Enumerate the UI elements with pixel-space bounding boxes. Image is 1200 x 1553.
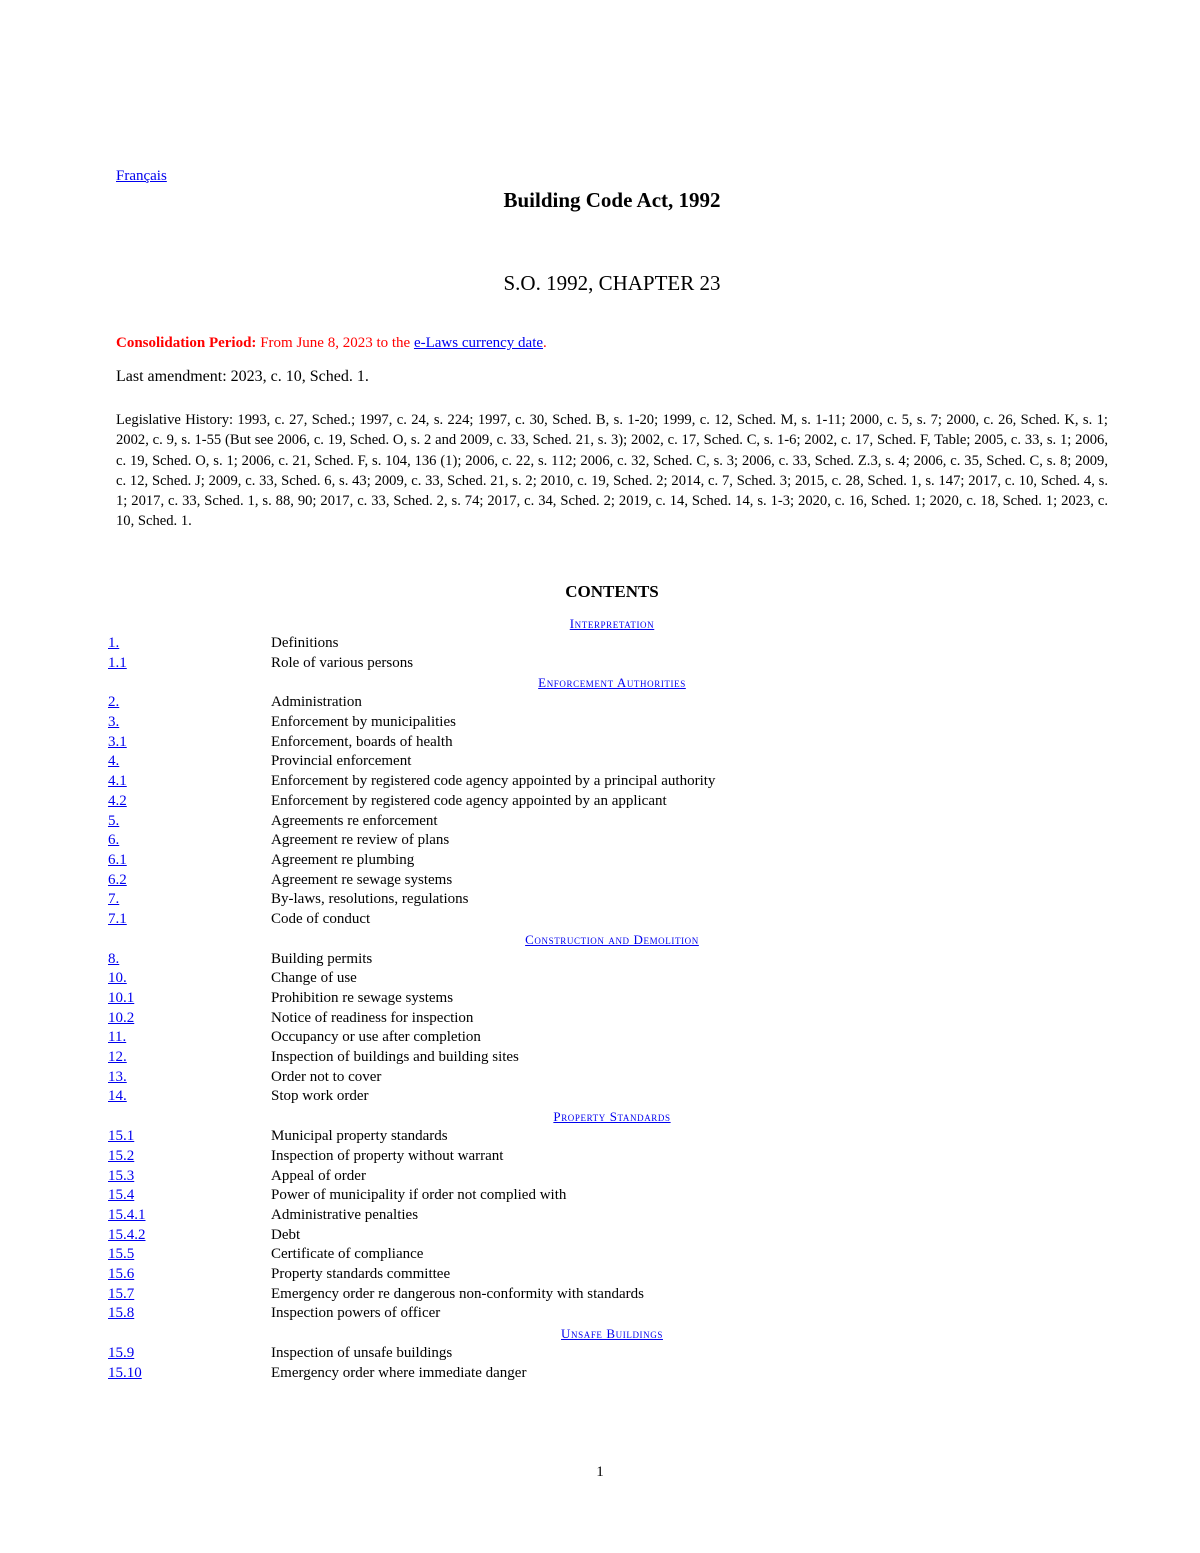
toc-section-number-link[interactable]: 4.2 [108,792,127,809]
toc-row [108,772,1108,792]
toc-row [108,1344,1108,1364]
toc-section-number-link[interactable]: 4. [108,753,120,770]
table-of-contents [108,614,1108,1383]
toc-section-number-link[interactable]: 5. [108,812,120,829]
toc-section-title: Enforcement by registered code agency appointed by a principal authority [271,773,716,790]
toc-section-title: By-laws, resolutions, regulations [271,891,469,908]
toc-section-title: Inspection of unsafe buildings [271,1345,453,1361]
toc-row [108,1028,1108,1048]
act-title: Building Code Act, 1992 [503,188,721,212]
toc-section-heading [116,673,1108,693]
toc-section-title: Prohibition re sewage systems [271,990,454,1006]
toc-section-link[interactable]: Property Standards [553,1109,671,1125]
toc-row [108,634,1108,654]
toc-section-title: Administration [271,694,362,711]
toc-section-number-link[interactable]: 15.8 [108,1305,135,1322]
toc-section-number-link[interactable]: 4.1 [108,773,127,790]
toc-section-title: Municipal property standards [271,1128,448,1145]
toc-section-title: Inspection of buildings and building sites [271,1049,519,1066]
toc-section-title: Stop work order [271,1088,369,1105]
toc-row [108,831,1108,851]
toc-row [108,812,1108,832]
toc-section-number-link[interactable]: 15.9 [108,1345,135,1361]
contents-title: CONTENTS [565,582,659,601]
toc-section-number-link[interactable]: 15.4 [108,1187,135,1204]
toc-section-link[interactable]: Enforcement Authorities [538,675,686,691]
toc-row [108,1206,1108,1226]
toc-row [108,1127,1108,1147]
toc-section-title: Inspection of property without warrant [271,1147,504,1164]
toc-section-number-link[interactable]: 12. [108,1049,127,1066]
toc-row [108,752,1108,772]
consolidation-label: Consolidation Period: [116,335,257,351]
toc-section-title: Provincial enforcement [271,753,412,770]
toc-row [108,1147,1108,1167]
toc-section-number-link[interactable]: 15.6 [108,1265,135,1282]
toc-row [108,950,1108,970]
toc-row [108,1245,1108,1265]
legislative-history: Legislative History: 1993, c. 27, Sched.; 1997, c. 24, s. 224; 1997, c. 30, Sched. B, s. 1-20; 1999, c. 12, Sched. M, s. 1-11; 2000, c. 5, s. 7; 2000, c. 26, Sched. K, s. 1; 2002, c. 9, s. 1-55 (But see 2006, c. 19, Sched. O, s. 2 and 2009, c. 33, Sched. 21, s. 3); 2002, c. 17, Sched. C, s. 1-6; 2002, c. 17, Sched. F, Table; 2005, c. 33, s. 1; 2006, c. 19, Sched. O, s. 1; 2006, c. 21, Sched. F, s. 104, 136 (1); 2006, c. 22, s. 112; 2006, c. 32, Sched. C, s. 3; 2006, c. 33, Sched. Z.3, s. 4; 2006, c. 35, Sched. C, s. 8; 2009, c. 12, Sched. J; 2009, c. 33, Sched. 6, s. 43; 2009, c. 33, Sched. 21, s. 2; 2010, c. 19, Sched. 2; 2014, c. 7, Sched. 3; 2015, c. 28, Sched. 1, s. 147; 2017, c. 10, Sched. 4, s. 1; 2017, c. 33, Sched. 1, s. 88, 90; 2017, c. 33, Sched. 2, s. 74; 2017, c. 34, Sched. 2; 2019, c. 14, Sched. 14, s. 1-3; 2020, c. 16, Sched. 1; 2020, c. 18, Sched. 1; 2023, c. 10, Sched. 1. [116,412,1108,530]
toc-section-number-link[interactable]: 15.4.1 [108,1206,146,1223]
toc-section-number-link[interactable]: 11. [108,1029,127,1046]
toc-section-title: Administrative penalties [271,1206,419,1223]
toc-section-title: Definitions [271,635,339,651]
toc-section-title: Change of use [271,970,357,987]
toc-section-number-link[interactable]: 15.7 [108,1285,135,1302]
toc-row [108,969,1108,989]
toc-section-heading [116,1107,1108,1127]
toc-row [108,989,1108,1009]
toc-row [108,1285,1108,1305]
toc-section-title: Power of municipality if order not complied with [271,1187,567,1204]
toc-section-title: Enforcement by municipalities [271,714,456,731]
toc-row [108,1087,1108,1107]
toc-section-title: Role of various persons [271,654,414,671]
toc-section-title: Inspection powers of officer [271,1305,441,1322]
toc-section-number-link[interactable]: 15.5 [108,1246,135,1263]
toc-section-title: Notice of readiness for inspection [271,1009,474,1026]
toc-section-number-link[interactable]: 15.10 [108,1364,142,1381]
toc-section-title: Occupancy or use after completion [271,1029,481,1046]
toc-section-link[interactable]: Interpretation [569,616,655,631]
toc-row [108,733,1108,753]
toc-section-number-link[interactable]: 15.3 [108,1167,135,1184]
toc-section-title: Emergency order where immediate danger [271,1364,527,1381]
toc-section-title: Agreement re sewage systems [271,871,453,888]
toc-row [108,1167,1108,1187]
toc-row [108,1265,1108,1285]
toc-section-title: Enforcement by registered code agency appointed by an applicant [271,792,667,809]
toc-row [108,910,1108,930]
toc-section-heading [116,614,1108,634]
toc-section-number-link[interactable]: 6. [108,832,120,849]
consolidation-period [116,335,547,352]
chapter-heading: S.O. 1992, CHAPTER 23 [503,271,721,295]
last-amendment: Last amendment: 2023, c. 10, Sched. 1. [116,368,369,385]
toc-section-heading [116,1324,1108,1344]
toc-row [108,1068,1108,1088]
toc-section-number-link[interactable]: 1.1 [108,654,127,671]
toc-section-title: Code of conduct [271,910,371,927]
toc-section-title: Building permits [271,950,373,967]
toc-section-number-link[interactable]: 7.1 [108,910,127,927]
toc-section-number-link[interactable]: 3. [108,714,120,731]
toc-section-title: Emergency order re dangerous non-conformity with standards [271,1285,644,1302]
toc-row [108,654,1108,674]
toc-section-number-link[interactable]: 7. [108,891,120,908]
toc-section-number-link[interactable]: 14. [108,1088,127,1105]
toc-section-title: Order not to cover [271,1068,382,1085]
toc-row [108,890,1108,910]
toc-section-heading [116,930,1108,950]
toc-section-link[interactable]: Unsafe Buildings [561,1326,663,1341]
toc-section-title: Appeal of order [271,1167,366,1184]
currency-date-link[interactable]: e-Laws currency date [413,335,544,351]
consolidation-end: . [543,335,547,351]
toc-section-number-link[interactable]: 15.1 [108,1128,135,1145]
toc-row [108,851,1108,871]
toc-section-title: Agreement re review of plans [271,832,450,849]
toc-section-number-link[interactable]: 1. [108,635,120,651]
language-link-francais[interactable]: Français [116,168,167,184]
toc-row [108,713,1108,733]
toc-section-number-link[interactable]: 6.2 [108,871,127,888]
toc-section-number-link[interactable]: 10. [108,970,127,987]
toc-section-number-link[interactable]: 15.2 [108,1147,135,1164]
toc-row [108,871,1108,891]
toc-section-title: Property standards committee [271,1265,451,1282]
toc-section-number-link[interactable]: 6.1 [108,851,127,868]
toc-section-title: Certificate of compliance [271,1246,424,1263]
toc-section-title: Agreement re plumbing [271,851,415,868]
toc-section-number-link[interactable]: 10.2 [108,1009,135,1026]
toc-section-number-link[interactable]: 2. [108,694,120,711]
toc-section-title: Agreements re enforcement [271,812,438,829]
toc-row [108,1304,1108,1324]
toc-section-link[interactable]: Construction and Demolition [525,931,699,947]
toc-section-title: Enforcement, boards of health [271,733,453,750]
toc-section-number-link[interactable]: 13. [108,1068,127,1085]
toc-row [108,1009,1108,1029]
toc-section-number-link[interactable]: 15.4.2 [108,1226,146,1243]
toc-section-title: Debt [271,1226,301,1243]
toc-row [108,1048,1108,1068]
toc-section-number-link[interactable]: 8. [108,950,120,967]
toc-row [108,1226,1108,1246]
toc-row [108,1186,1108,1206]
toc-section-number-link[interactable]: 10.1 [108,990,135,1006]
toc-row [108,1364,1108,1384]
toc-section-number-link[interactable]: 3.1 [108,733,127,750]
consolidation-text: From June 8, 2023 to the [256,335,414,351]
toc-row [108,693,1108,713]
page-number: 1 [596,1464,604,1480]
toc-row [108,792,1108,812]
